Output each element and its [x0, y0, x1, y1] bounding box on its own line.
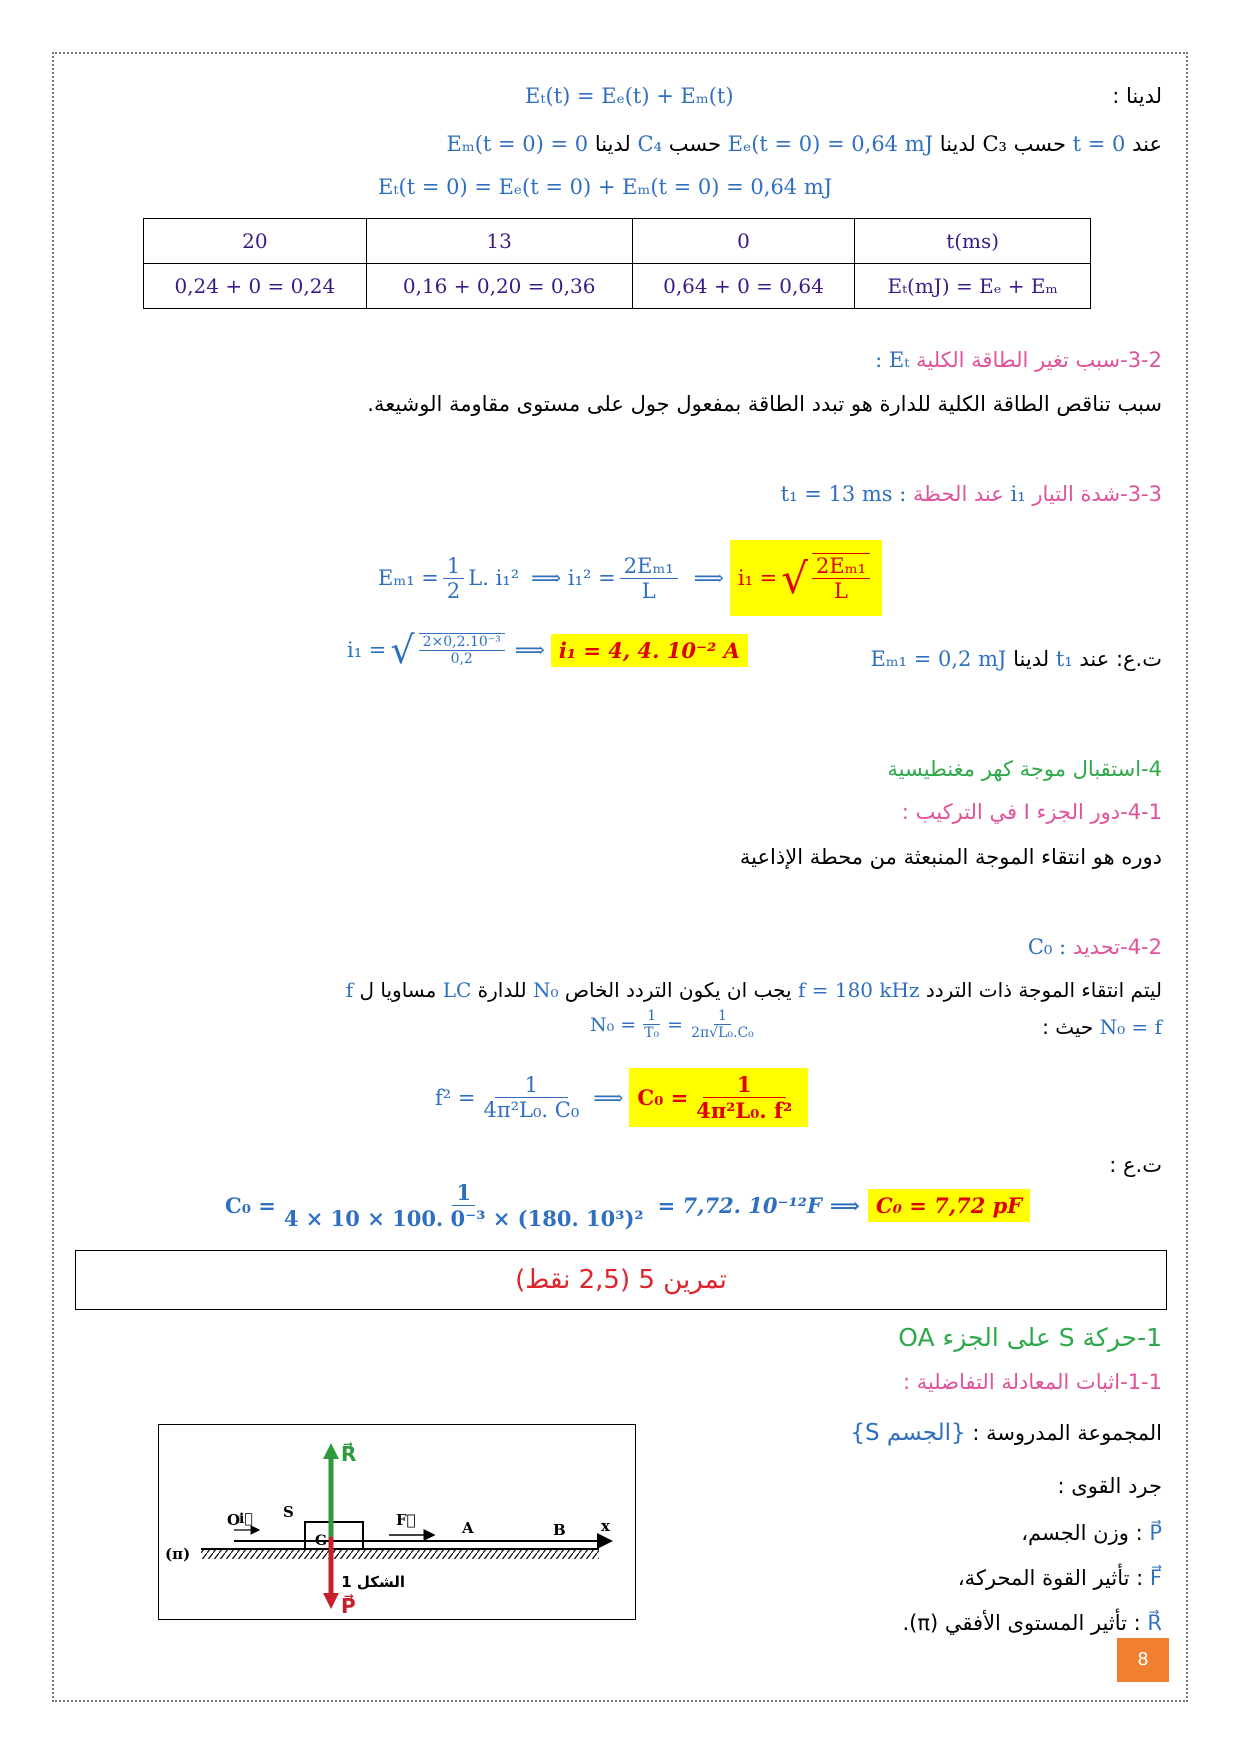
em1-lhs: Eₘ₁ =	[378, 566, 439, 590]
s42-where: حيث :	[1042, 1015, 1094, 1039]
f2-fraction	[479, 1073, 583, 1122]
i1-formula-highlight	[730, 540, 882, 616]
initial-conditions-line	[446, 132, 1162, 156]
section-3-2-body: سبب تناقص الطاقة الكلية للدارة هو تبدد الطاقة بمفعول جول على مستوى مقاومة الوشيعة.	[367, 392, 1162, 416]
label-a: A	[462, 1519, 474, 1537]
app1-conditions	[870, 647, 1162, 671]
frac-num: 1	[703, 1072, 786, 1098]
table-cell: 0	[632, 219, 855, 264]
force-symbol: R⃗	[1147, 1611, 1162, 1635]
table-row	[144, 264, 1091, 309]
frac-num: 2Eₘ₁	[812, 554, 870, 579]
em1-implies2: ⟹	[693, 566, 724, 590]
c0-formula-highlight	[629, 1068, 808, 1127]
em1-equation	[378, 540, 882, 616]
app2-mid: = 7,72. 10⁻¹²F	[657, 1193, 822, 1218]
app1-equation	[347, 628, 748, 672]
frac-num: 1	[643, 1008, 660, 1025]
section-3-2-symbol: Eₜ :	[875, 348, 910, 372]
frac-den: 4π²L₀. f²	[696, 1098, 793, 1123]
i1-fraction	[812, 553, 870, 603]
em1-implies: ⟹ i₁² =	[531, 566, 616, 590]
section-3-3-t1: : t₁ = 13 ms	[780, 482, 907, 506]
energy-table	[143, 218, 1091, 309]
s42-fval: f = 180 kHz	[797, 978, 920, 1002]
app2-label: ت.ع :	[1109, 1153, 1162, 1177]
em-zero: Eₘ(t = 0) = 0	[446, 132, 589, 156]
section-3-3-title	[781, 482, 1162, 506]
s42-line-c: للدارة	[477, 978, 527, 1002]
app1-fraction	[419, 633, 505, 667]
app2-lhs: C₀ =	[225, 1193, 276, 1218]
frac-num: 1	[495, 1073, 568, 1098]
force-text: : وزن الجسم،	[1021, 1521, 1143, 1545]
frac-num: 2Eₘ₁	[620, 554, 678, 579]
app2-fraction	[280, 1180, 648, 1231]
force-item-weight	[1021, 1521, 1162, 1545]
f2-lhs: f² =	[435, 1085, 476, 1110]
n0-frac2	[687, 1008, 758, 1041]
app1-implies: ⟹	[514, 638, 545, 662]
w-by2: حسب	[668, 132, 722, 156]
frac-den: L	[834, 579, 848, 603]
section-3-3-at: عند الحظة	[913, 482, 1004, 506]
section-4-2-title	[1028, 935, 1162, 959]
label-r: R⃗	[341, 1442, 357, 1466]
force-symbol: P⃗	[1149, 1521, 1162, 1545]
app1-t1: t₁	[1055, 647, 1073, 671]
section-3-2-title	[875, 348, 1162, 372]
app1-em1: Eₘ₁ = 0,2 mJ	[870, 647, 1007, 671]
w-at: عند	[1132, 132, 1162, 156]
s42-line-d: مساويا ل	[359, 978, 437, 1002]
sqrt-icon: √	[781, 553, 809, 603]
figure-1	[158, 1424, 636, 1620]
system-line	[850, 1420, 1162, 1446]
force-item-reaction	[903, 1611, 1163, 1635]
app2-implies: ⟹	[829, 1193, 861, 1218]
ee-zero: Eₑ(t = 0) = 0,64 mJ	[727, 132, 934, 156]
sqrt-icon: √	[390, 628, 415, 672]
i1-lhs: i₁ =	[737, 566, 778, 590]
t-zero: t = 0	[1072, 132, 1126, 156]
section-4-2-symbol: : C₀	[1027, 935, 1067, 959]
n0-frac1	[640, 1008, 663, 1041]
frac-den: 2π√L₀.C₀	[691, 1025, 754, 1041]
exercise-5-title: تمرين 5 (2,5 نقط)	[75, 1250, 1167, 1310]
table-cell: 13	[366, 219, 632, 264]
frac-den: 4 × 10 × 100. 0⁻³ × (180. 10³)²	[283, 1206, 644, 1231]
force-text: : تأثير المستوى الأفقي (π).	[902, 1611, 1141, 1635]
label-s: S	[283, 1503, 294, 1521]
app1-have: لدينا	[1013, 647, 1050, 671]
table-cell: 0,24 + 0 = 0,24	[144, 264, 367, 309]
section-1-1-title: 1-1-اثبات المعادلة التفاضلية :	[902, 1370, 1162, 1394]
section-4-2-text: 4-2-تحديد	[1072, 935, 1162, 959]
reaction-arrow-head	[323, 1443, 339, 1459]
frac-num: 2×0,2.10⁻³	[419, 634, 505, 651]
frac-den: T₀	[644, 1025, 660, 1041]
c3-ref: C₃	[982, 132, 1007, 156]
table-cell: 0,16 + 0,20 = 0,36	[366, 264, 632, 309]
em1-li: L. i₁²	[468, 566, 520, 590]
label-f: F⃗	[396, 1511, 416, 1529]
system-label: المجموعة المدروسة :	[972, 1421, 1162, 1445]
section-4-1-body: دوره هو انتقاء الموجة المنبعثة من محطة الإذاعية	[739, 845, 1162, 869]
table-cell: t(ms)	[855, 219, 1091, 264]
app1-label: ت.ع:	[1115, 647, 1162, 671]
section-3-2-text: 3-2-سبب تغير الطاقة الكلية	[916, 348, 1162, 372]
force-symbol: F⃗	[1149, 1566, 1162, 1590]
app2-equation	[225, 1180, 1030, 1231]
s42-n0: N₀	[532, 978, 559, 1002]
section-4-2-body	[346, 978, 1162, 1002]
s42-line-a: ليتم انتقاء الموجة ذات التردد	[925, 978, 1162, 1002]
ground-hatch	[201, 1549, 599, 1559]
em1-fraction	[620, 554, 678, 603]
body-s	[305, 1522, 363, 1549]
section-3-3-i1: i₁	[1010, 482, 1026, 506]
w-have: لدينا	[939, 132, 976, 156]
table-row	[144, 219, 1091, 264]
s42-lc: LC	[442, 978, 472, 1002]
figure-caption: الشكل 1	[341, 1573, 405, 1591]
s42-f: f	[345, 978, 354, 1002]
frac-den: 4π²L₀. C₀	[483, 1098, 580, 1122]
s42-cond: N₀ = f	[1099, 1015, 1162, 1039]
force-item-motor	[958, 1566, 1162, 1590]
frac-den: 2	[446, 578, 461, 603]
w-by: حسب	[1013, 132, 1066, 156]
c0-fraction	[692, 1072, 796, 1123]
total-energy-t0: Eₜ(t = 0) = Eₑ(t = 0) + Eₘ(t = 0) = 0,64 mJ	[378, 175, 833, 199]
frac-num: 1	[452, 1180, 475, 1206]
w-have2: لدينا	[594, 132, 631, 156]
n0-lhs: N₀ =	[590, 1013, 637, 1036]
label-x: x	[601, 1517, 610, 1535]
frac-den: L	[641, 578, 656, 603]
page-number: 8	[1117, 1638, 1169, 1682]
c0-lhs: C₀ =	[637, 1085, 689, 1110]
app1-at: عند	[1079, 647, 1110, 671]
label-g: G	[315, 1533, 327, 1549]
c0-result-highlight: C₀ = 7,72 pF	[868, 1189, 1030, 1222]
c4-ref: C₄	[637, 132, 663, 156]
section-4-title: 4-استقبال موجة كهر مغنطيسية	[887, 757, 1162, 781]
s42-where-line	[1042, 1015, 1162, 1039]
s42-line-b: يجب ان يكون التردد الخاص	[564, 978, 792, 1002]
frac-num: 1	[443, 554, 464, 579]
app1-i1-lhs: i₁ =	[347, 638, 387, 662]
table-cell: 0,64 + 0 = 0,64	[632, 264, 855, 309]
label-o: O	[227, 1511, 241, 1529]
label-p: P⃗	[341, 1594, 356, 1618]
system-value: {الجسم S}	[850, 1420, 966, 1446]
figure-1-diagram	[159, 1425, 635, 1619]
f2-implies: ⟹	[593, 1085, 624, 1110]
section-4-1-title: 4-1-دور الجزء I في التركيب :	[901, 800, 1162, 824]
label-pi: (π)	[165, 1545, 191, 1563]
frac-den: 0,2	[450, 651, 473, 667]
energy-sum-equation: Eₜ(t) = Eₑ(t) + Eₘ(t)	[525, 84, 734, 108]
i1-result-highlight: i₁ = 4, 4. 10⁻² A	[551, 634, 748, 667]
weight-arrow-head	[323, 1593, 339, 1609]
section-3-3-text: 3-3-شدة التيار	[1032, 482, 1162, 506]
label-b: B	[553, 1521, 566, 1539]
section-1-title: 1-حركة S على الجزء OA	[898, 1323, 1162, 1352]
force-text: : تأثير القوة المحركة،	[957, 1566, 1144, 1590]
frac-num: 1	[714, 1008, 731, 1025]
table-cell: 20	[144, 219, 367, 264]
f2-equation	[435, 1068, 808, 1127]
n0-equation: N₀ = $\frac{1}{\text{T₀}}$ = $\frac{1}{\text{2π√L₀.C₀}}$	[590, 1008, 762, 1041]
half-fraction	[443, 554, 464, 603]
table-cell: Eₜ(mJ) = Eₑ + Eₘ	[855, 264, 1091, 309]
line1-label: لدينا :	[1112, 84, 1162, 108]
label-i: i⃗	[239, 1511, 253, 1527]
forces-label: جرد القوى :	[1057, 1474, 1162, 1498]
